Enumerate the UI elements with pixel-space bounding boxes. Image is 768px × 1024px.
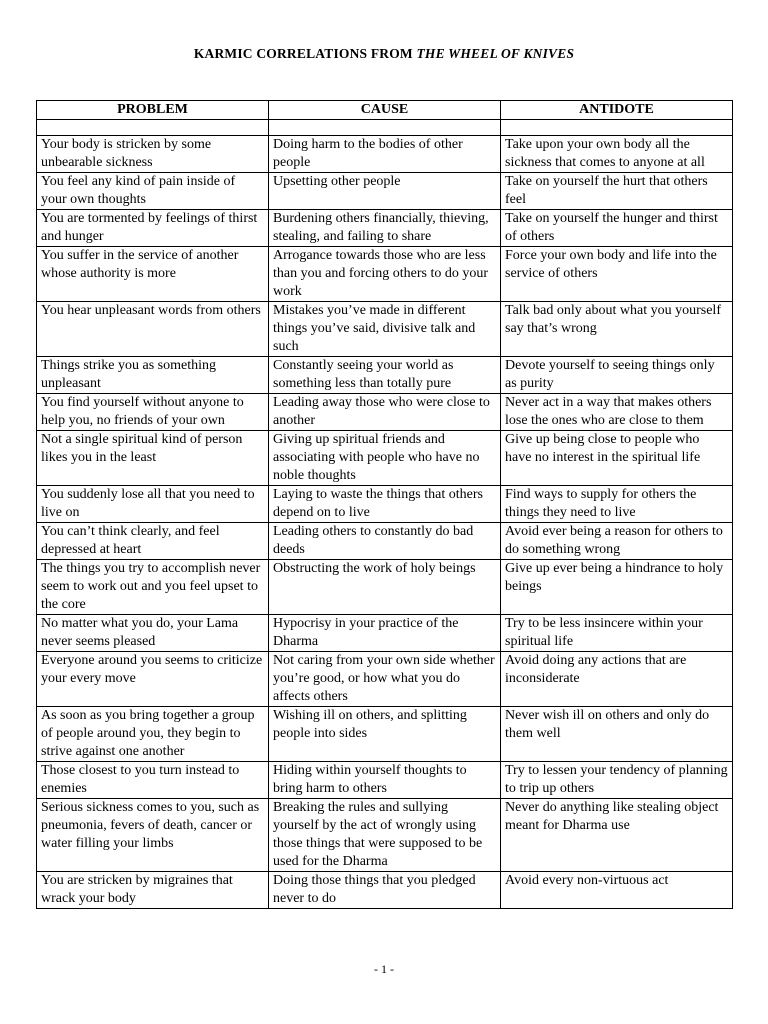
karmic-correlations-table xyxy=(36,100,733,909)
title-book-name: THE WHEEL OF KNIVES xyxy=(416,46,575,61)
table-row xyxy=(37,615,733,652)
table-row xyxy=(37,431,733,486)
table-row xyxy=(37,136,733,173)
page-number: - 1 - xyxy=(374,962,394,976)
problem-cell: Those closest to you turn instead to enemies xyxy=(37,762,269,799)
document-title xyxy=(0,46,768,62)
problem-cell: You are stricken by migraines that wrack your body xyxy=(37,872,269,909)
cause-cell: Wishing ill on others, and splitting people into sides xyxy=(269,707,501,762)
table-row xyxy=(37,523,733,560)
spacer-cell xyxy=(501,120,733,136)
antidote-cell: Take on yourself the hunger and thirst of others xyxy=(501,210,733,247)
spacer-cell xyxy=(37,120,269,136)
table-row xyxy=(37,210,733,247)
cause-cell: Doing those things that you pledged never to do xyxy=(269,872,501,909)
problem-cell: As soon as you bring together a group of people around you, they begin to strive against one another xyxy=(37,707,269,762)
table-row xyxy=(37,247,733,302)
problem-cell: Not a single spiritual kind of person likes you in the least xyxy=(37,431,269,486)
table-row xyxy=(37,707,733,762)
problem-cell: The things you try to accomplish never seem to work out and you feel upset to the core xyxy=(37,560,269,615)
problem-cell: You find yourself without anyone to help you, no friends of your own xyxy=(37,394,269,431)
antidote-cell: Never act in a way that makes others lose the ones who are close to them xyxy=(501,394,733,431)
cause-cell: Obstructing the work of holy beings xyxy=(269,560,501,615)
cause-cell: Burdening others financially, thieving, stealing, and failing to share xyxy=(269,210,501,247)
antidote-cell: Take on yourself the hurt that others feel xyxy=(501,173,733,210)
cause-cell: Leading others to constantly do bad deeds xyxy=(269,523,501,560)
antidote-cell: Try to lessen your tendency of planning to trip up others xyxy=(501,762,733,799)
antidote-cell: Give up ever being a hindrance to holy beings xyxy=(501,560,733,615)
cause-cell: Not caring from your own side whether you’re good, or how what you do affects others xyxy=(269,652,501,707)
antidote-cell: Take upon your own body all the sickness that comes to anyone at all xyxy=(501,136,733,173)
antidote-cell: Never do anything like stealing object meant for Dharma use xyxy=(501,799,733,872)
problem-cell: Your body is stricken by some unbearable sickness xyxy=(37,136,269,173)
table-row xyxy=(37,799,733,872)
antidote-cell: Try to be less insincere within your spiritual life xyxy=(501,615,733,652)
table-spacer-row xyxy=(37,120,733,136)
problem-cell: You are tormented by feelings of thirst and hunger xyxy=(37,210,269,247)
antidote-cell: Force your own body and life into the service of others xyxy=(501,247,733,302)
header-cause: CAUSE xyxy=(269,101,501,120)
antidote-cell: Give up being close to people who have no interest in the spiritual life xyxy=(501,431,733,486)
cause-cell: Arrogance towards those who are less than you and forcing others to do your work xyxy=(269,247,501,302)
problem-cell: No matter what you do, your Lama never seems pleased xyxy=(37,615,269,652)
table-row xyxy=(37,302,733,357)
antidote-cell: Avoid ever being a reason for others to do something wrong xyxy=(501,523,733,560)
antidote-cell: Avoid every non-virtuous act xyxy=(501,872,733,909)
table-row xyxy=(37,560,733,615)
cause-cell: Leading away those who were close to another xyxy=(269,394,501,431)
antidote-cell: Never wish ill on others and only do them well xyxy=(501,707,733,762)
cause-cell: Upsetting other people xyxy=(269,173,501,210)
antidote-cell: Find ways to supply for others the things they need to live xyxy=(501,486,733,523)
cause-cell: Hiding within yourself thoughts to bring harm to others xyxy=(269,762,501,799)
table-row xyxy=(37,652,733,707)
title-prefix: KARMIC CORRELATIONS FROM xyxy=(193,46,417,61)
problem-cell: You feel any kind of pain inside of your own thoughts xyxy=(37,173,269,210)
table-row xyxy=(37,357,733,394)
cause-cell: Doing harm to the bodies of other people xyxy=(269,136,501,173)
cause-cell: Constantly seeing your world as something less than totally pure xyxy=(269,357,501,394)
table-row xyxy=(37,872,733,909)
table-row xyxy=(37,394,733,431)
header-problem: PROBLEM xyxy=(37,101,269,120)
table-row xyxy=(37,762,733,799)
antidote-cell: Devote yourself to seeing things only as purity xyxy=(501,357,733,394)
antidote-cell: Avoid doing any actions that are inconsiderate xyxy=(501,652,733,707)
table-row xyxy=(37,173,733,210)
header-antidote: ANTIDOTE xyxy=(501,101,733,120)
table-header-row xyxy=(37,101,733,120)
table-row xyxy=(37,486,733,523)
cause-cell: Breaking the rules and sullying yourself by the act of wrongly using those things that were supposed to be used for the Dharma xyxy=(269,799,501,872)
problem-cell: Everyone around you seems to criticize your every move xyxy=(37,652,269,707)
antidote-cell: Talk bad only about what you yourself say that’s wrong xyxy=(501,302,733,357)
cause-cell: Mistakes you’ve made in different things you’ve said, divisive talk and such xyxy=(269,302,501,357)
problem-cell: Things strike you as something unpleasant xyxy=(37,357,269,394)
problem-cell: You suffer in the service of another whose authority is more xyxy=(37,247,269,302)
cause-cell: Giving up spiritual friends and associating with people who have no noble thoughts xyxy=(269,431,501,486)
problem-cell: You hear unpleasant words from others xyxy=(37,302,269,357)
problem-cell: You suddenly lose all that you need to live on xyxy=(37,486,269,523)
cause-cell: Hypocrisy in your practice of the Dharma xyxy=(269,615,501,652)
problem-cell: Serious sickness comes to you, such as pneumonia, fevers of death, cancer or water filling your limbs xyxy=(37,799,269,872)
cause-cell: Laying to waste the things that others depend on to live xyxy=(269,486,501,523)
spacer-cell xyxy=(269,120,501,136)
problem-cell: You can’t think clearly, and feel depressed at heart xyxy=(37,523,269,560)
